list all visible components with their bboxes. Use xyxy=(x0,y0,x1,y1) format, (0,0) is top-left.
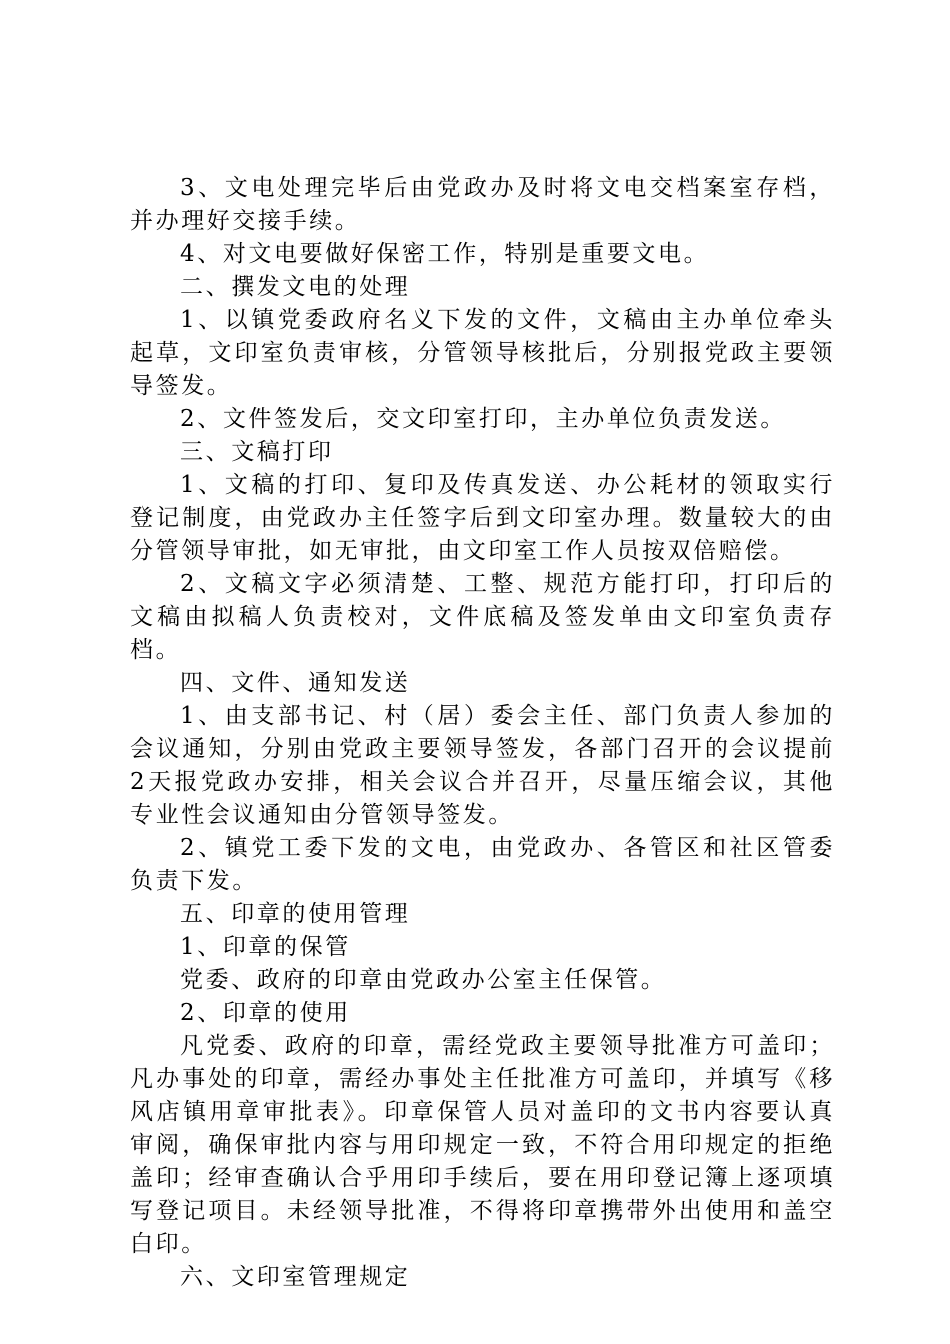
heading-drafting-section: 二、撰发文电的处理 xyxy=(180,274,411,300)
subheading-seal-custody: 1、印章的保管 xyxy=(180,934,351,960)
paragraph-printing-rule-2: 2、文稿文字必须清楚、工整、规范方能打印，打印后的文稿由拟稿人负责校对，文件底稿及签发单由文印室负责存档。 xyxy=(130,571,835,663)
heading-print-room-section: 六、文印室管理规定 xyxy=(180,1264,411,1290)
document-body xyxy=(130,172,835,1294)
paragraph-drafting-rule-1: 1、以镇党委政府名义下发的文件，文稿由主办单位牵头起草，文印室负责审核，分管领导核批后，分别报党政主要领导签发。 xyxy=(130,307,835,399)
heading-notice-section: 四、文件、通知发送 xyxy=(180,670,411,696)
paragraph-printing-rule-1: 1、文稿的打印、复印及传真发送、办公耗材的领取实行登记制度，由党政办主任签字后到文印室办理。数量较大的由分管领导审批，如无审批，由文印室工作人员按双倍赔偿。 xyxy=(130,472,835,564)
paragraph-archive-handover: 3、文电处理完毕后由党政办及时将文电交档案室存档，并办理好交接手续。 xyxy=(130,175,835,234)
paragraph-notice-rule-2: 2、镇党工委下发的文电，由党政办、各管区和社区管委负责下发。 xyxy=(130,835,835,894)
paragraph-drafting-rule-2: 2、文件签发后，交文印室打印，主办单位负责发送。 xyxy=(180,406,787,432)
paragraph-seal-custody: 党委、政府的印章由党政办公室主任保管。 xyxy=(180,967,667,993)
subheading-seal-usage: 2、印章的使用 xyxy=(180,1000,351,1026)
paragraph-notice-rule-1: 1、由支部书记、村（居）委会主任、部门负责人参加的会议通知，分别由党政主要领导签发，各部门召开的会议提前2天报党政办安排，相关会议合并召开，尽量压缩会议，其他专业性会议通知由分管领导签发。 xyxy=(130,703,835,828)
paragraph-confidentiality: 4、对文电要做好保密工作，特别是重要文电。 xyxy=(180,241,710,267)
heading-seal-section: 五、印章的使用管理 xyxy=(180,901,411,927)
paragraph-seal-usage: 凡党委、政府的印章，需经党政主要领导批准方可盖印；凡办事处的印章，需经办事处主任批准方可盖印，并填写《移风店镇用章审批表》。印章保管人员对盖印的文书内容要认真审阅，确保审批内容与用印规定一致，不符合用印规定的拒绝盖印；经审查确认合乎用印手续后，要在用印登记簿上逐项填写登记项目。未经领导批准，不得将印章携带外出使用和盖空白印。 xyxy=(130,1033,835,1257)
heading-printing-section: 三、文稿打印 xyxy=(180,439,334,465)
